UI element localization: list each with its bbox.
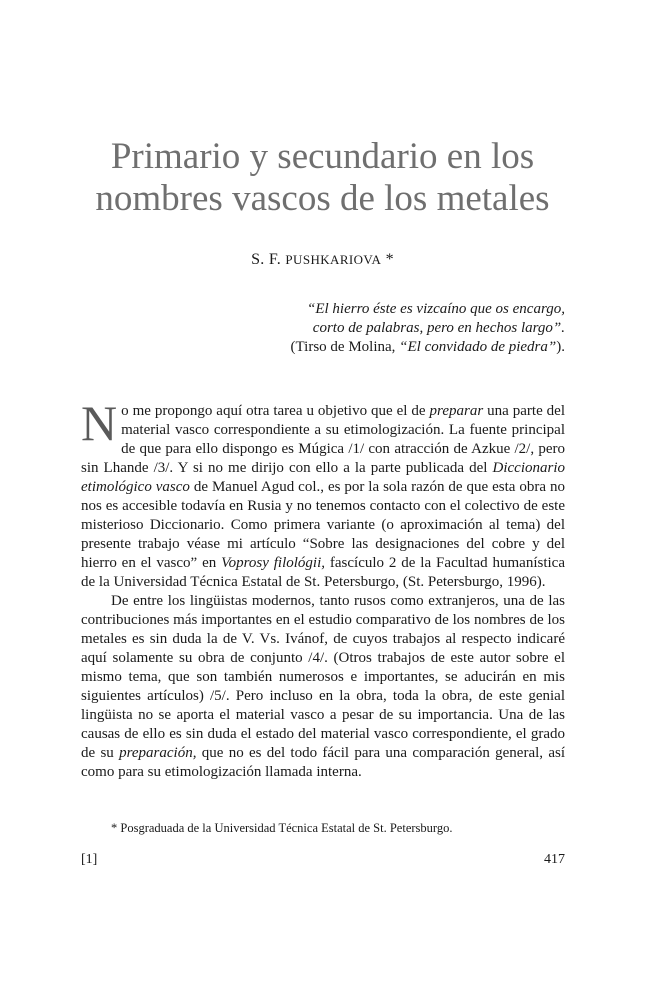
p1-italic-diccionario: Diccionario etimológico vasco xyxy=(81,460,565,495)
p2-text-2: que no es del todo fácil para una comparación general, así como para su etimologización llamada interna. xyxy=(81,745,565,780)
epigraph xyxy=(245,300,565,357)
p1-text-2: una parte del material vasco correspondiente a su etimologización. La fuente principal de que para ello dispongo es Múgica /1/ con atracción de Azkue /2/, pero sin Lhande /3/. Y si no me dirijo con ello a la parte publicada del xyxy=(81,403,566,476)
title-line-1: Primario y secundario en los xyxy=(110,136,535,177)
article-title xyxy=(60,136,585,220)
epigraph-source-work: “El convidado de piedra” xyxy=(399,339,557,355)
p2-text-1: De entre los lingüistas modernos, tanto rusos como extranjeros, una de las contribuciones más importantes en el estudio comparativo de los nombres de los metales es sin duda la de V. Vs. Ivánof, de cuyos trabajos al respecto indicaré aquí solamente su obra de conjunto /4/. (Otros trabajos de este autor sobre el mismo tema, que son también numerosos e importantes, se aducirán en mis siguientes artículos) /5/. Pero incluso en la obra, toda la obra, de este genial lingüista no se aporta el material vasco a pesar de su importancia. Una de las causas de ello es sin duda el estado del material vasco correspondiente, el grado de su xyxy=(81,593,565,761)
p1-text-3: de Manuel Agud col., es por la sola razón de que esta obra no nos es accesible todavía en Rusia y no tenemos contacto con el colectivo de este misterioso Diccionario. Como primera variante (o aproximación al tema) del presente trabajo véase mi artículo “Sobre las designaciones del cobre y del hierro en el vasco” en xyxy=(81,479,565,571)
author-footnote-mark: * xyxy=(381,251,394,268)
paragraph-2 xyxy=(81,592,565,782)
page-number: 417 xyxy=(544,852,565,867)
p2-italic-preparacion: preparación, xyxy=(119,745,197,761)
author-surname: PUSHKARIOVA xyxy=(285,252,382,267)
epigraph-line-2: corto de palabras, pero en hechos largo”. xyxy=(312,320,565,336)
epigraph-source xyxy=(245,338,565,357)
epigraph-source-open: (Tirso de Molina, xyxy=(290,339,400,355)
footnote: * Posgraduada de la Universidad Técnica Estatal de St. Petersburgo. xyxy=(111,821,453,835)
drop-cap: N xyxy=(81,395,118,451)
p1-italic-preparar: preparar xyxy=(429,403,484,419)
folio-left: [1] xyxy=(81,852,98,867)
body-text xyxy=(81,395,566,782)
epigraph-line-1: “El hierro éste es vizcaíno que os encargo, xyxy=(306,301,565,317)
p1-text-1: o me propongo aquí otra tarea u objetivo que el de xyxy=(121,403,430,419)
title-line-2: nombres vascos de los metales xyxy=(95,178,550,219)
author-line xyxy=(0,251,645,269)
p1-italic-voprosy: Voprosy filológii, xyxy=(221,555,326,571)
p1-text-4: fascículo 2 de la Facultad humanística de la Universidad Técnica Estatal de St. Petersburgo, (St. Petersburgo, 1996). xyxy=(81,555,565,590)
epigraph-source-close: ). xyxy=(556,339,565,355)
author-initials: S. F. xyxy=(251,251,286,268)
paragraph-1 xyxy=(81,395,566,592)
